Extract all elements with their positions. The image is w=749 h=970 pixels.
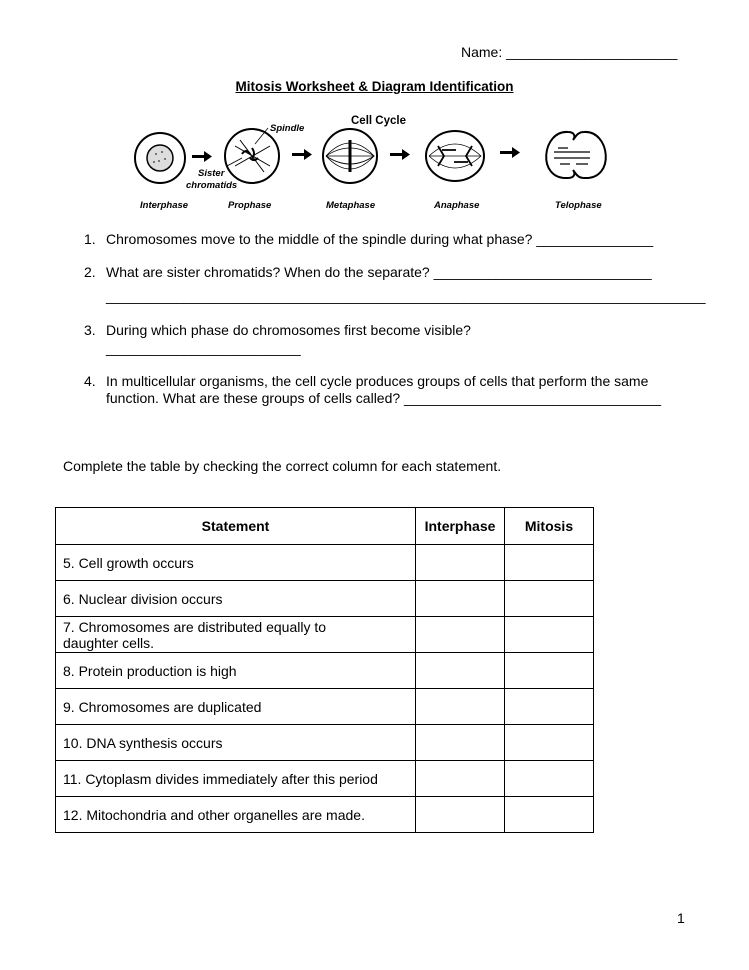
question-text: In multicellular organisms, the cell cycle produces groups of cells that perform the same	[106, 373, 649, 389]
mitosis-check-cell[interactable]	[505, 689, 594, 725]
table-row	[56, 545, 594, 581]
statement-cell: 10. DNA synthesis occurs	[56, 725, 416, 761]
interphase-check-cell[interactable]	[416, 581, 505, 617]
diagram-title: Cell Cycle	[351, 115, 406, 127]
mitosis-check-cell[interactable]	[505, 725, 594, 761]
phase-table	[55, 507, 594, 833]
prophase-cell-image	[225, 128, 279, 183]
arrow-3	[390, 149, 410, 160]
mitosis-check-cell[interactable]	[505, 581, 594, 617]
interphase-check-cell[interactable]	[416, 797, 505, 833]
mitosis-check-cell[interactable]	[505, 797, 594, 833]
mitosis-check-cell[interactable]	[505, 545, 594, 581]
table-row	[56, 725, 594, 761]
interphase-check-cell[interactable]	[416, 725, 505, 761]
interphase-check-cell[interactable]	[416, 617, 505, 653]
mitosis-check-cell[interactable]	[505, 761, 594, 797]
table-row	[56, 761, 594, 797]
table-row	[56, 797, 594, 833]
page-title: Mitosis Worksheet & Diagram Identification	[235, 79, 514, 94]
statement-cell: 9. Chromosomes are duplicated	[56, 689, 416, 725]
interphase-check-cell[interactable]	[416, 545, 505, 581]
statement-cell: 6. Nuclear division occurs	[56, 581, 416, 617]
question-number: 1.	[84, 231, 96, 247]
question-number: 4.	[84, 373, 96, 389]
table-row	[56, 581, 594, 617]
chromatids-label: chromatids	[186, 180, 238, 191]
arrow-2	[292, 149, 312, 160]
question-text: What are sister chromatids? When do the separate? ____________________________	[106, 264, 652, 280]
header-statement: Statement	[56, 508, 416, 545]
interphase-check-cell[interactable]	[416, 761, 505, 797]
question-text: Chromosomes move to the middle of the spindle during what phase? _______________	[106, 231, 654, 247]
cell-cycle-diagram	[130, 108, 620, 214]
statement-cell: 5. Cell growth occurs	[56, 545, 416, 581]
table-row	[56, 689, 594, 725]
sister-label: Sister	[198, 168, 225, 179]
question-text: During which phase do chromosomes first become visible?	[106, 322, 471, 338]
table-row	[56, 617, 594, 653]
table-row	[56, 653, 594, 689]
statement-cell: 11. Cytoplasm divides immediately after this period	[56, 761, 416, 797]
interphase-cell-image	[135, 133, 185, 183]
mitosis-check-cell[interactable]	[505, 653, 594, 689]
question-text: function. What are these groups of cells called? _________________________________	[106, 390, 661, 406]
phase-label-metaphase: Metaphase	[326, 200, 376, 211]
statement-cell: 7. Chromosomes are distributed equally to daughter cells.	[56, 617, 416, 653]
question-number: 3.	[84, 322, 96, 338]
header-mitosis: Mitosis	[505, 508, 594, 545]
phase-label-anaphase: Anaphase	[434, 200, 480, 211]
anaphase-cell-image	[426, 131, 484, 181]
answer-line: _____________________________________________________________________________	[106, 288, 706, 304]
statement-cell: 8. Protein production is high	[56, 653, 416, 689]
metaphase-cell-image	[323, 129, 377, 183]
mitosis-check-cell[interactable]	[505, 617, 594, 653]
interphase-check-cell[interactable]	[416, 689, 505, 725]
page-number: 1	[677, 910, 685, 926]
phase-label-interphase: Interphase	[140, 200, 189, 211]
answer-line: _________________________	[106, 340, 301, 356]
arrow-1	[192, 151, 212, 162]
phase-label-telophase: Telophase	[555, 200, 602, 211]
arrow-4	[500, 147, 520, 158]
name-field-label: Name: ______________________	[461, 44, 678, 60]
header-interphase: Interphase	[416, 508, 505, 545]
phase-label-prophase: Prophase	[228, 200, 272, 211]
interphase-check-cell[interactable]	[416, 653, 505, 689]
question-number: 2.	[84, 264, 96, 280]
telophase-cell-image	[546, 132, 606, 178]
table-instructions: Complete the table by checking the correct column for each statement.	[63, 458, 502, 474]
spindle-label: Spindle	[270, 123, 305, 134]
table-header-row	[56, 508, 594, 545]
statement-cell: 12. Mitochondria and other organelles are made.	[56, 797, 416, 833]
